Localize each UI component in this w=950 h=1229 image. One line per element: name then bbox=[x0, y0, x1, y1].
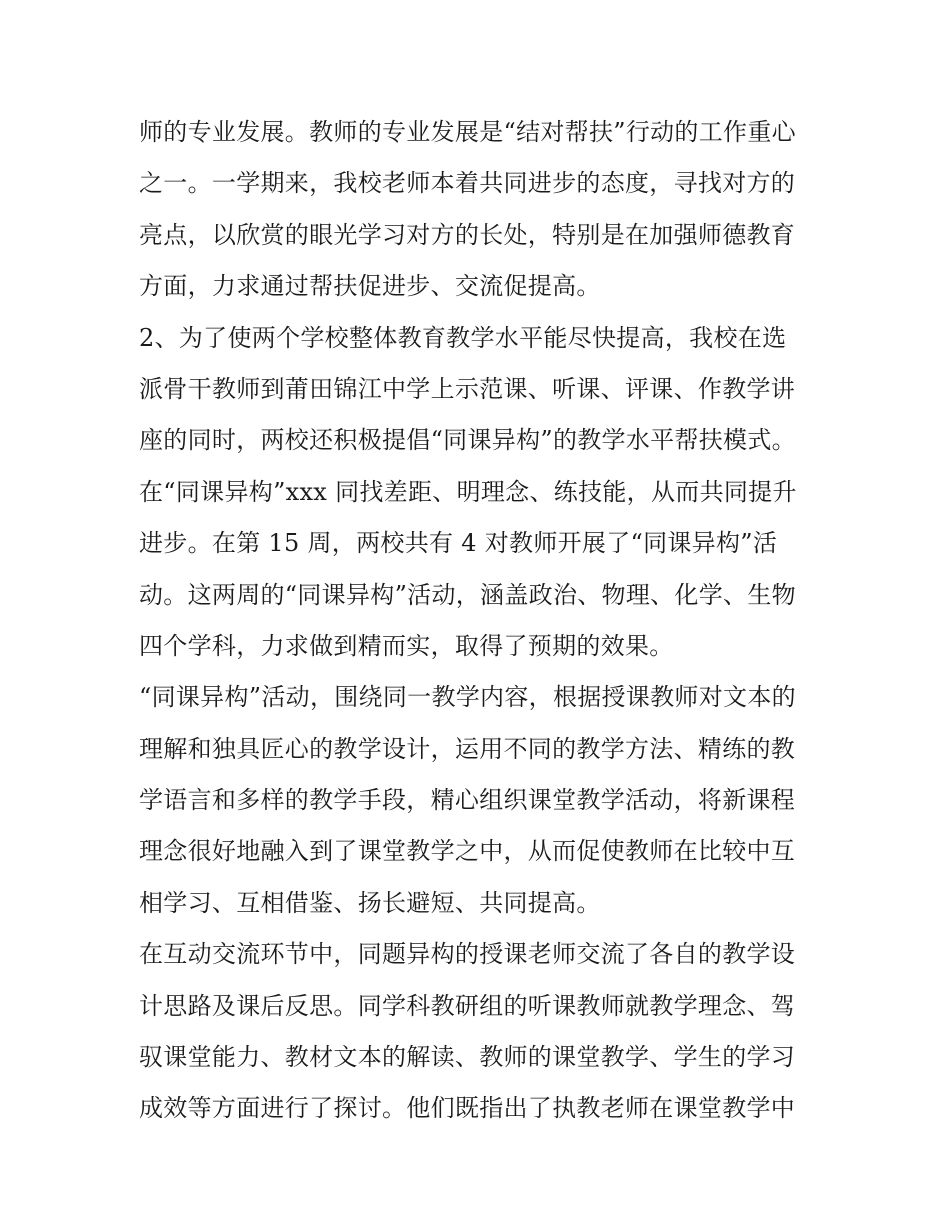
text-line: 进步。在第 15 周，两校共有 4 对教师开展了“同课异构”活 bbox=[139, 529, 778, 558]
text-line: 理念很好地融入到了课堂教学之中，从而促使教师在比较中互 bbox=[139, 837, 796, 866]
text-line: 理解和独具匠心的教学设计，运用不同的教学方法、精练的教 bbox=[139, 734, 796, 763]
text-line: 在互动交流环节中，同题异构的授课老师交流了各自的教学设 bbox=[139, 940, 796, 969]
text-line: 相学习、互相借鉴、扬长避短、共同提高。 bbox=[139, 888, 601, 917]
text-line: 计思路及课后反思。同学科教研组的听课教师就教学理念、驾 bbox=[139, 991, 796, 1020]
text-line: “同课异构”活动，围绕同一教学内容，根据授课教师对文本的 bbox=[139, 683, 796, 712]
text-line: 成效等方面进行了探讨。他们既指出了执教老师在课堂教学中 bbox=[139, 1094, 796, 1123]
text-line: 亮点，以欣赏的眼光学习对方的长处，特别是在加强师德教育 bbox=[139, 220, 796, 249]
text-line: 座的同时，两校还积极提倡“同课异构”的教学水平帮扶模式。 bbox=[139, 426, 796, 455]
text-line: 派骨干教师到莆田锦江中学上示范课、听课、评课、作教学讲 bbox=[139, 374, 796, 403]
text-line: 师的专业发展。教师的专业发展是“结对帮扶”行动的工作重心 bbox=[139, 118, 796, 146]
text-line: 方面，力求通过帮扶促进步、交流促提高。 bbox=[139, 272, 601, 301]
text-line: 在“同课异构”xxx 同找差距、明理念、练技能，从而共同提升 bbox=[139, 477, 797, 506]
text-line: 学语言和多样的教学手段，精心组织课堂教学活动，将新课程 bbox=[139, 786, 796, 815]
body-text bbox=[139, 107, 819, 1135]
text-line: 2、为了使两个学校整体教育教学水平能尽快提高，我校在选 bbox=[139, 323, 787, 352]
text-line: 驭课堂能力、教材文本的解读、教师的课堂教学、学生的学习 bbox=[139, 1043, 796, 1072]
text-line: 四个学科，力求做到精而实，取得了预期的效果。 bbox=[139, 631, 674, 660]
text-line: 动。这两周的“同课异构”活动，涵盖政治、物理、化学、生物 bbox=[139, 580, 796, 609]
text-line: 之一。一学期来，我校老师本着共同进步的态度，寻找对方的 bbox=[139, 169, 796, 198]
